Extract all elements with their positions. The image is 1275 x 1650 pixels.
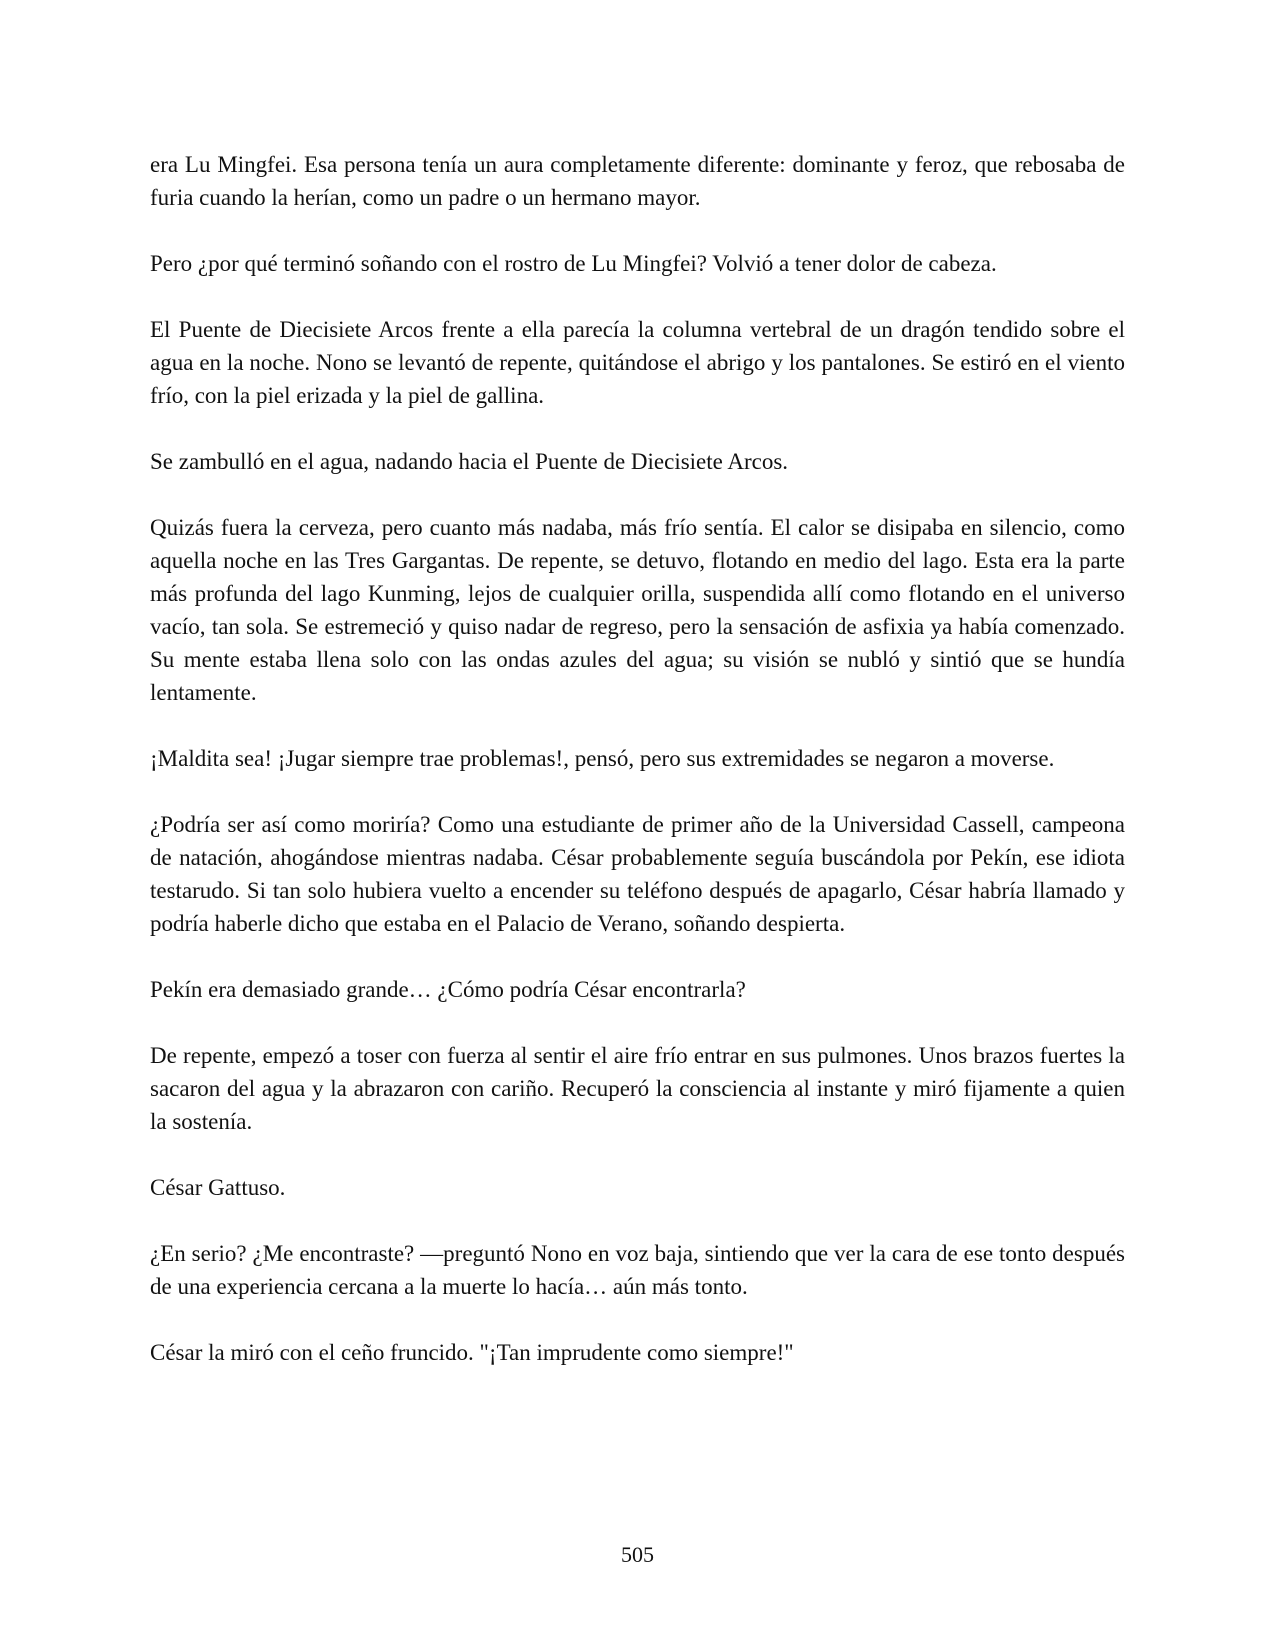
paragraph-8: Pekín era demasiado grande… ¿Cómo podría César encontrarla? [150,977,746,1002]
paragraph-6: ¡Maldita sea! ¡Jugar siempre trae problemas!, pensó, pero sus extremidades se negaron a moverse. [150,746,1055,771]
paragraph-2: Pero ¿por qué terminó soñando con el rostro de Lu Mingfei? Volvió a tener dolor de cabeza. [150,251,997,276]
paragraph-4: Se zambulló en el agua, nadando hacia el Puente de Diecisiete Arcos. [150,449,789,474]
paragraph-5: Quizás fuera la cerveza, pero cuanto más nadaba, más frío sentía. El calor se disipaba en silencio, como aquella noche en las Tres Gargantas. De repente, se detuvo, flotando en medio del lago. Esta era la parte más profunda del lago Kunming, lejos de cualquier orilla, suspendida allí como flotando en el universo vacío, tan sola. Se estremeció y quiso nadar de regreso, pero la sensación de asfixia ya había comenzado. Su mente estaba llena solo con las ondas azules del agua; su visión se nubló y sintió que se hundía lentamente. [150,515,1125,705]
paragraph-1: era Lu Mingfei. Esa persona tenía un aura completamente diferente: dominante y feroz, que rebosaba de furia cuando la herían, como un padre o un hermano mayor. [150,152,1125,210]
page-number: 505 [621,1542,654,1567]
paragraph-10: César Gattuso. [150,1175,286,1200]
paragraph-7: ¿Podría ser así como moriría? Como una estudiante de primer año de la Universidad Cassell, campeona de natación, ahogándose mientras nadaba. César probablemente seguía buscándola por Pekín, ese idiota testarudo. Si tan solo hubiera vuelto a encender su teléfono después de apagarlo, César habría llamado y podría haberle dicho que estaba en el Palacio de Verano, soñando despierta. [150,812,1125,936]
paragraph-12: César la miró con el ceño fruncido. "¡Tan imprudente como siempre!" [150,1340,794,1365]
paragraph-9: De repente, empezó a toser con fuerza al sentir el aire frío entrar en sus pulmones. Unos brazos fuertes la sacaron del agua y la abrazaron con cariño. Recuperó la consciencia al instante y miró fijamente a quien la sostenía. [150,1043,1125,1134]
paragraph-11: ¿En serio? ¿Me encontraste? —preguntó Nono en voz baja, sintiendo que ver la cara de ese tonto después de una experiencia cercana a la muerte lo hacía… aún más tonto. [150,1241,1125,1299]
body-text [150,148,1125,1369]
paragraph-3: El Puente de Diecisiete Arcos frente a ella parecía la columna vertebral de un dragón tendido sobre el agua en la noche. Nono se levantó de repente, quitándose el abrigo y los pantalones. Se estiró en el viento frío, con la piel erizada y la piel de gallina. [150,317,1125,408]
